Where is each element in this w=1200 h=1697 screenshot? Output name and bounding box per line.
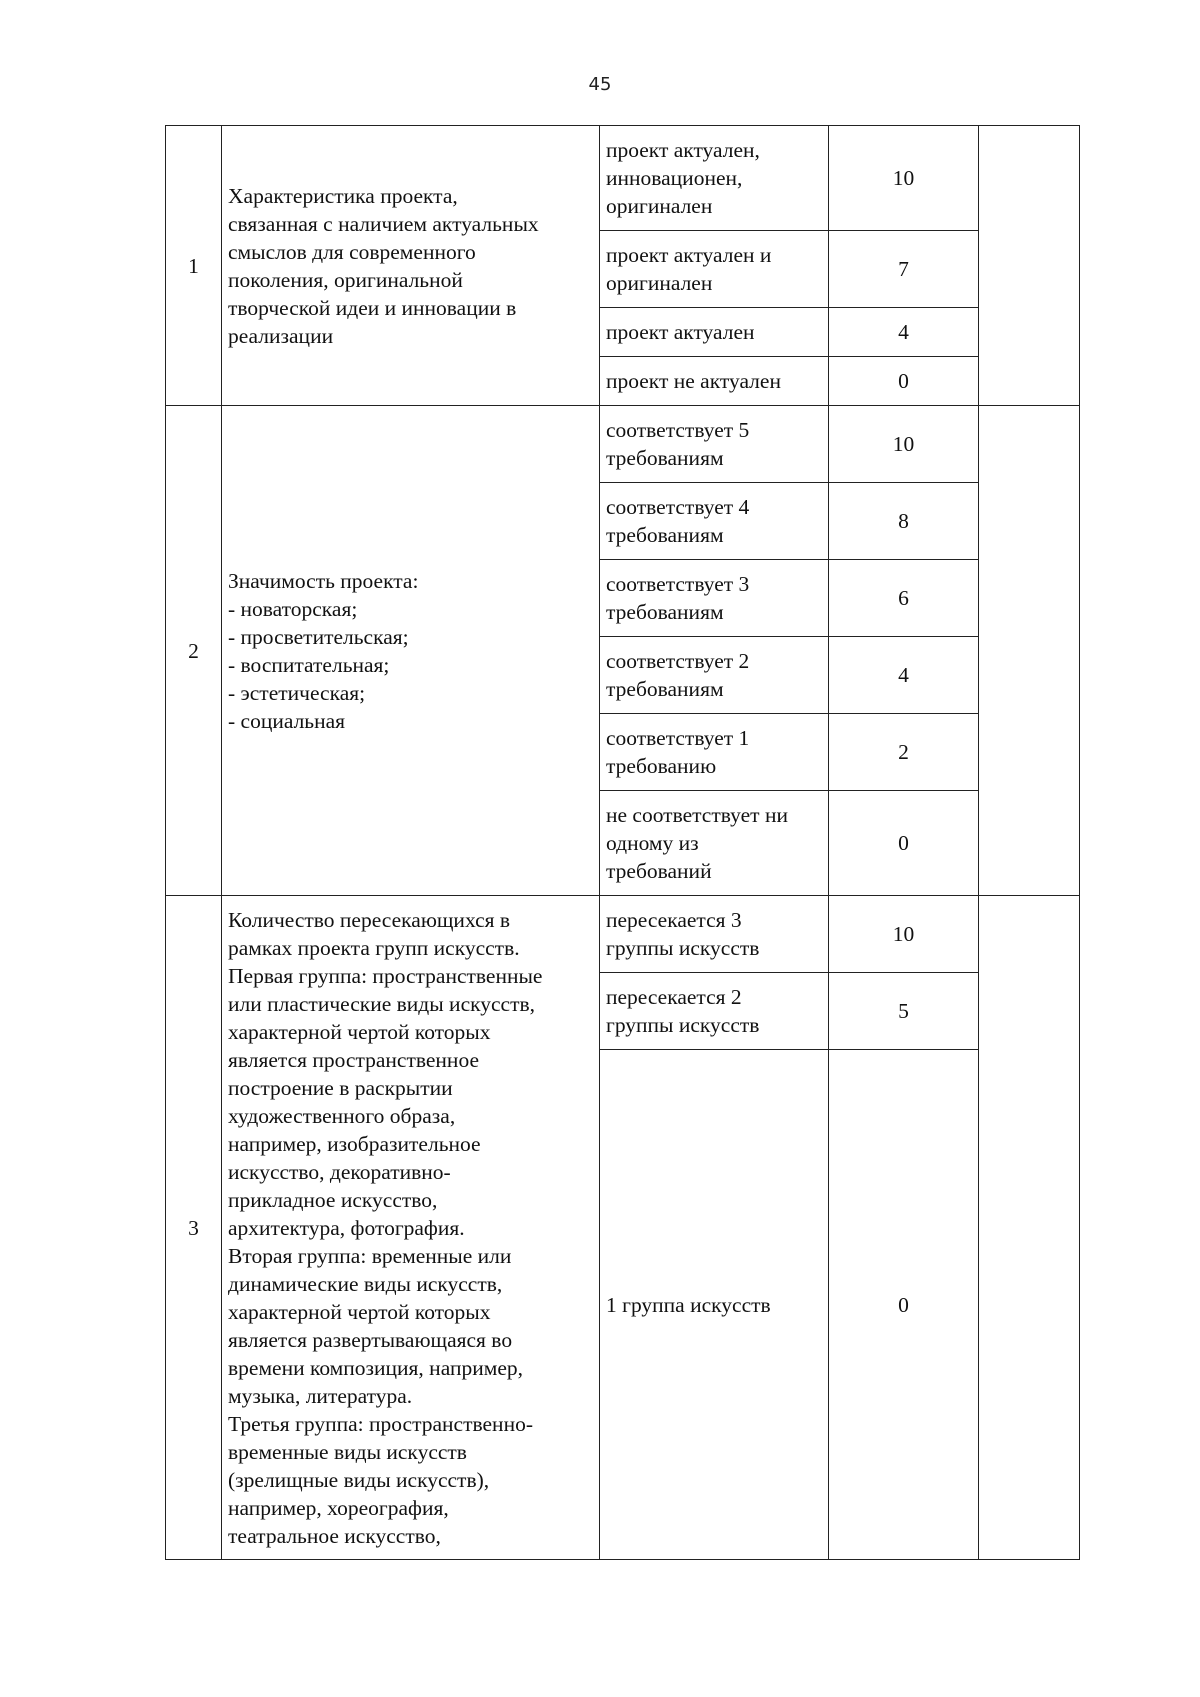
criterion-condition: проект актуален: [600, 308, 829, 357]
criterion-condition: проект не актуален: [600, 357, 829, 406]
criterion-number: 2: [166, 406, 222, 896]
criterion-score: 7: [829, 231, 979, 308]
criteria-table: [165, 125, 1080, 1560]
criterion-condition: проект актуален и оригинален: [600, 231, 829, 308]
criterion-score: 6: [829, 560, 979, 637]
criterion-condition: пересекается 2 группы искусств: [600, 973, 829, 1050]
criterion-score: 10: [829, 126, 979, 231]
criterion-condition: 1 группа искусств: [600, 1050, 829, 1560]
empty-cell: [979, 896, 1080, 1560]
criterion-condition: соответствует 1 требованию: [600, 714, 829, 791]
criterion-score: 5: [829, 973, 979, 1050]
criterion-score: 0: [829, 791, 979, 896]
criterion-number: 3: [166, 896, 222, 1560]
criterion-score: 10: [829, 406, 979, 483]
criterion-score: 10: [829, 896, 979, 973]
criterion-condition: пересекается 3 группы искусств: [600, 896, 829, 973]
empty-cell: [979, 126, 1080, 406]
criterion-description: Характеристика проекта, связанная с наличием актуальных смыслов для современного поколения, оригинальной творческой идеи и инновации в реализации: [222, 126, 600, 406]
criterion-description: Количество пересекающихся в рамках проекта групп искусств. Первая группа: пространственные или пластические виды искусств, характерной чертой которых является пространственное построение в раскрытии художественного образа, например, изобразительное искусство, декоративно- прикладное искусство, архитектура, фотография. Вторая группа: временные или динамические виды искусств, характерной чертой которых является развертывающаяся во времени композиция, например, музыка, литература. Третья группа: пространственно- временные виды искусств (зрелищные виды искусств), например, хореография, театральное искусство,: [222, 896, 600, 1560]
criterion-condition: соответствует 4 требованиям: [600, 483, 829, 560]
table-row: [166, 896, 1080, 973]
empty-cell: [979, 406, 1080, 896]
criterion-condition: проект актуален, инновационен, оригинален: [600, 126, 829, 231]
criterion-number: 1: [166, 126, 222, 406]
table-row: [166, 406, 1080, 483]
criterion-score: 4: [829, 637, 979, 714]
criterion-score: 8: [829, 483, 979, 560]
criterion-score: 0: [829, 357, 979, 406]
criterion-condition: не соответствует ни одному из требований: [600, 791, 829, 896]
criterion-score: 2: [829, 714, 979, 791]
table-row: [166, 126, 1080, 231]
criterion-description: Значимость проекта: - новаторская; - просветительская; - воспитательная; - эстетическая; - социальная: [222, 406, 600, 896]
criterion-score: 4: [829, 308, 979, 357]
page-number: 45: [588, 74, 612, 95]
criterion-condition: соответствует 5 требованиям: [600, 406, 829, 483]
criterion-score: 0: [829, 1050, 979, 1560]
criterion-condition: соответствует 3 требованиям: [600, 560, 829, 637]
criterion-condition: соответствует 2 требованиям: [600, 637, 829, 714]
